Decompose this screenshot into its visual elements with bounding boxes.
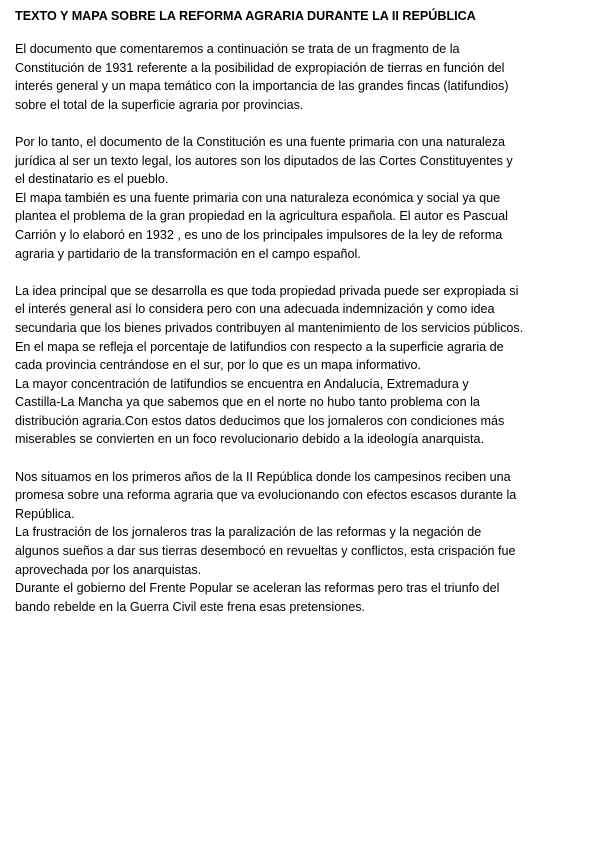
text-line: En el mapa se refleja el porcentaje de latifundios con respecto a la superficie agraria de — [15, 339, 504, 354]
text-line: promesa sobre una reforma agraria que va evolucionando con efectos escasos durante la — [15, 488, 517, 503]
text-line: algunos sueños a dar sus tierras desembocó en revueltas y conflictos, esta crispación fue — [15, 544, 516, 559]
text-line: interés general y un mapa temático con la importancia de las grandes fincas (latifundios) — [15, 79, 509, 94]
text-line: miserables se convierten en un foco revolucionario debido a la ideología anarquista. — [15, 432, 485, 447]
text-line: Nos situamos en los primeros años de la II República donde los campesinos reciben una — [15, 469, 511, 484]
text-line: sobre el total de la superficie agraria por provincias. — [15, 97, 304, 112]
text-line: Durante el gobierno del Frente Popular se aceleran las reformas pero tras el triunfo del — [15, 581, 500, 596]
text-line: agraria y partidario de la transformación en el campo español. — [15, 246, 361, 261]
text-line: La mayor concentración de latifundios se encuentra en Andalucía, Extremadura y — [15, 376, 469, 391]
text-line: cada provincia centrándose en el sur, por lo que es un mapa informativo. — [15, 358, 422, 373]
paragraph-classification — [15, 133, 590, 263]
text-line: La frustración de los jornaleros tras la paralización de las reformas y la negación de — [15, 525, 482, 540]
paragraph-context — [15, 468, 590, 617]
text-line: Castilla-La Mancha ya que sabemos que en el norte no hubo tanto problema con la — [15, 395, 480, 410]
text-line: El mapa también es una fuente primaria con una naturaleza económica y social ya que — [15, 190, 501, 205]
paragraph-introduction — [15, 40, 590, 114]
paragraph-spacer — [15, 114, 590, 133]
text-line: La idea principal que se desarrolla es que toda propiedad privada puede ser expropiada si — [15, 283, 519, 298]
text-line: Carrión y lo elaboró en 1932 , es uno de los principales impulsores de la ley de reforma — [15, 227, 503, 242]
paragraph-analysis — [15, 282, 590, 449]
paragraph-spacer — [15, 263, 590, 282]
text-line: República. — [15, 506, 75, 521]
text-line: bando rebelde en la Guerra Civil este frena esas pretensiones. — [15, 599, 366, 614]
paragraph-spacer — [15, 449, 590, 468]
text-line: distribución agraria.Con estos datos deducimos que los jornaleros con condiciones más — [15, 413, 505, 428]
text-line: Por lo tanto, el documento de la Constitución es una fuente primaria con una naturaleza — [15, 134, 506, 149]
text-line: Constitución de 1931 referente a la posibilidad de expropiación de tierras en función del — [15, 60, 505, 75]
text-line: El documento que comentaremos a continuación se trata de un fragmento de la — [15, 42, 460, 56]
text-line: plantea el problema de la gran propiedad en la agricultura española. El autor es Pascual — [15, 209, 508, 224]
text-line: el destinatario es el pueblo. — [15, 172, 169, 187]
text-line: jurídica al ser un texto legal, los autores son los diputados de las Cortes Constituyentes y — [15, 153, 513, 168]
text-line: aprovechada por los anarquistas. — [15, 562, 202, 577]
document-page — [15, 9, 590, 616]
document-title: TEXTO Y MAPA SOBRE LA REFORMA AGRARIA DURANTE LA II REPÚBLICA — [15, 9, 476, 23]
text-line: el interés general así lo considera pero con una adecuada indemnización y como idea — [15, 302, 495, 317]
text-line: secundaria que los bienes privados contribuyen al mantenimiento de los servicios públicos. — [15, 320, 524, 335]
